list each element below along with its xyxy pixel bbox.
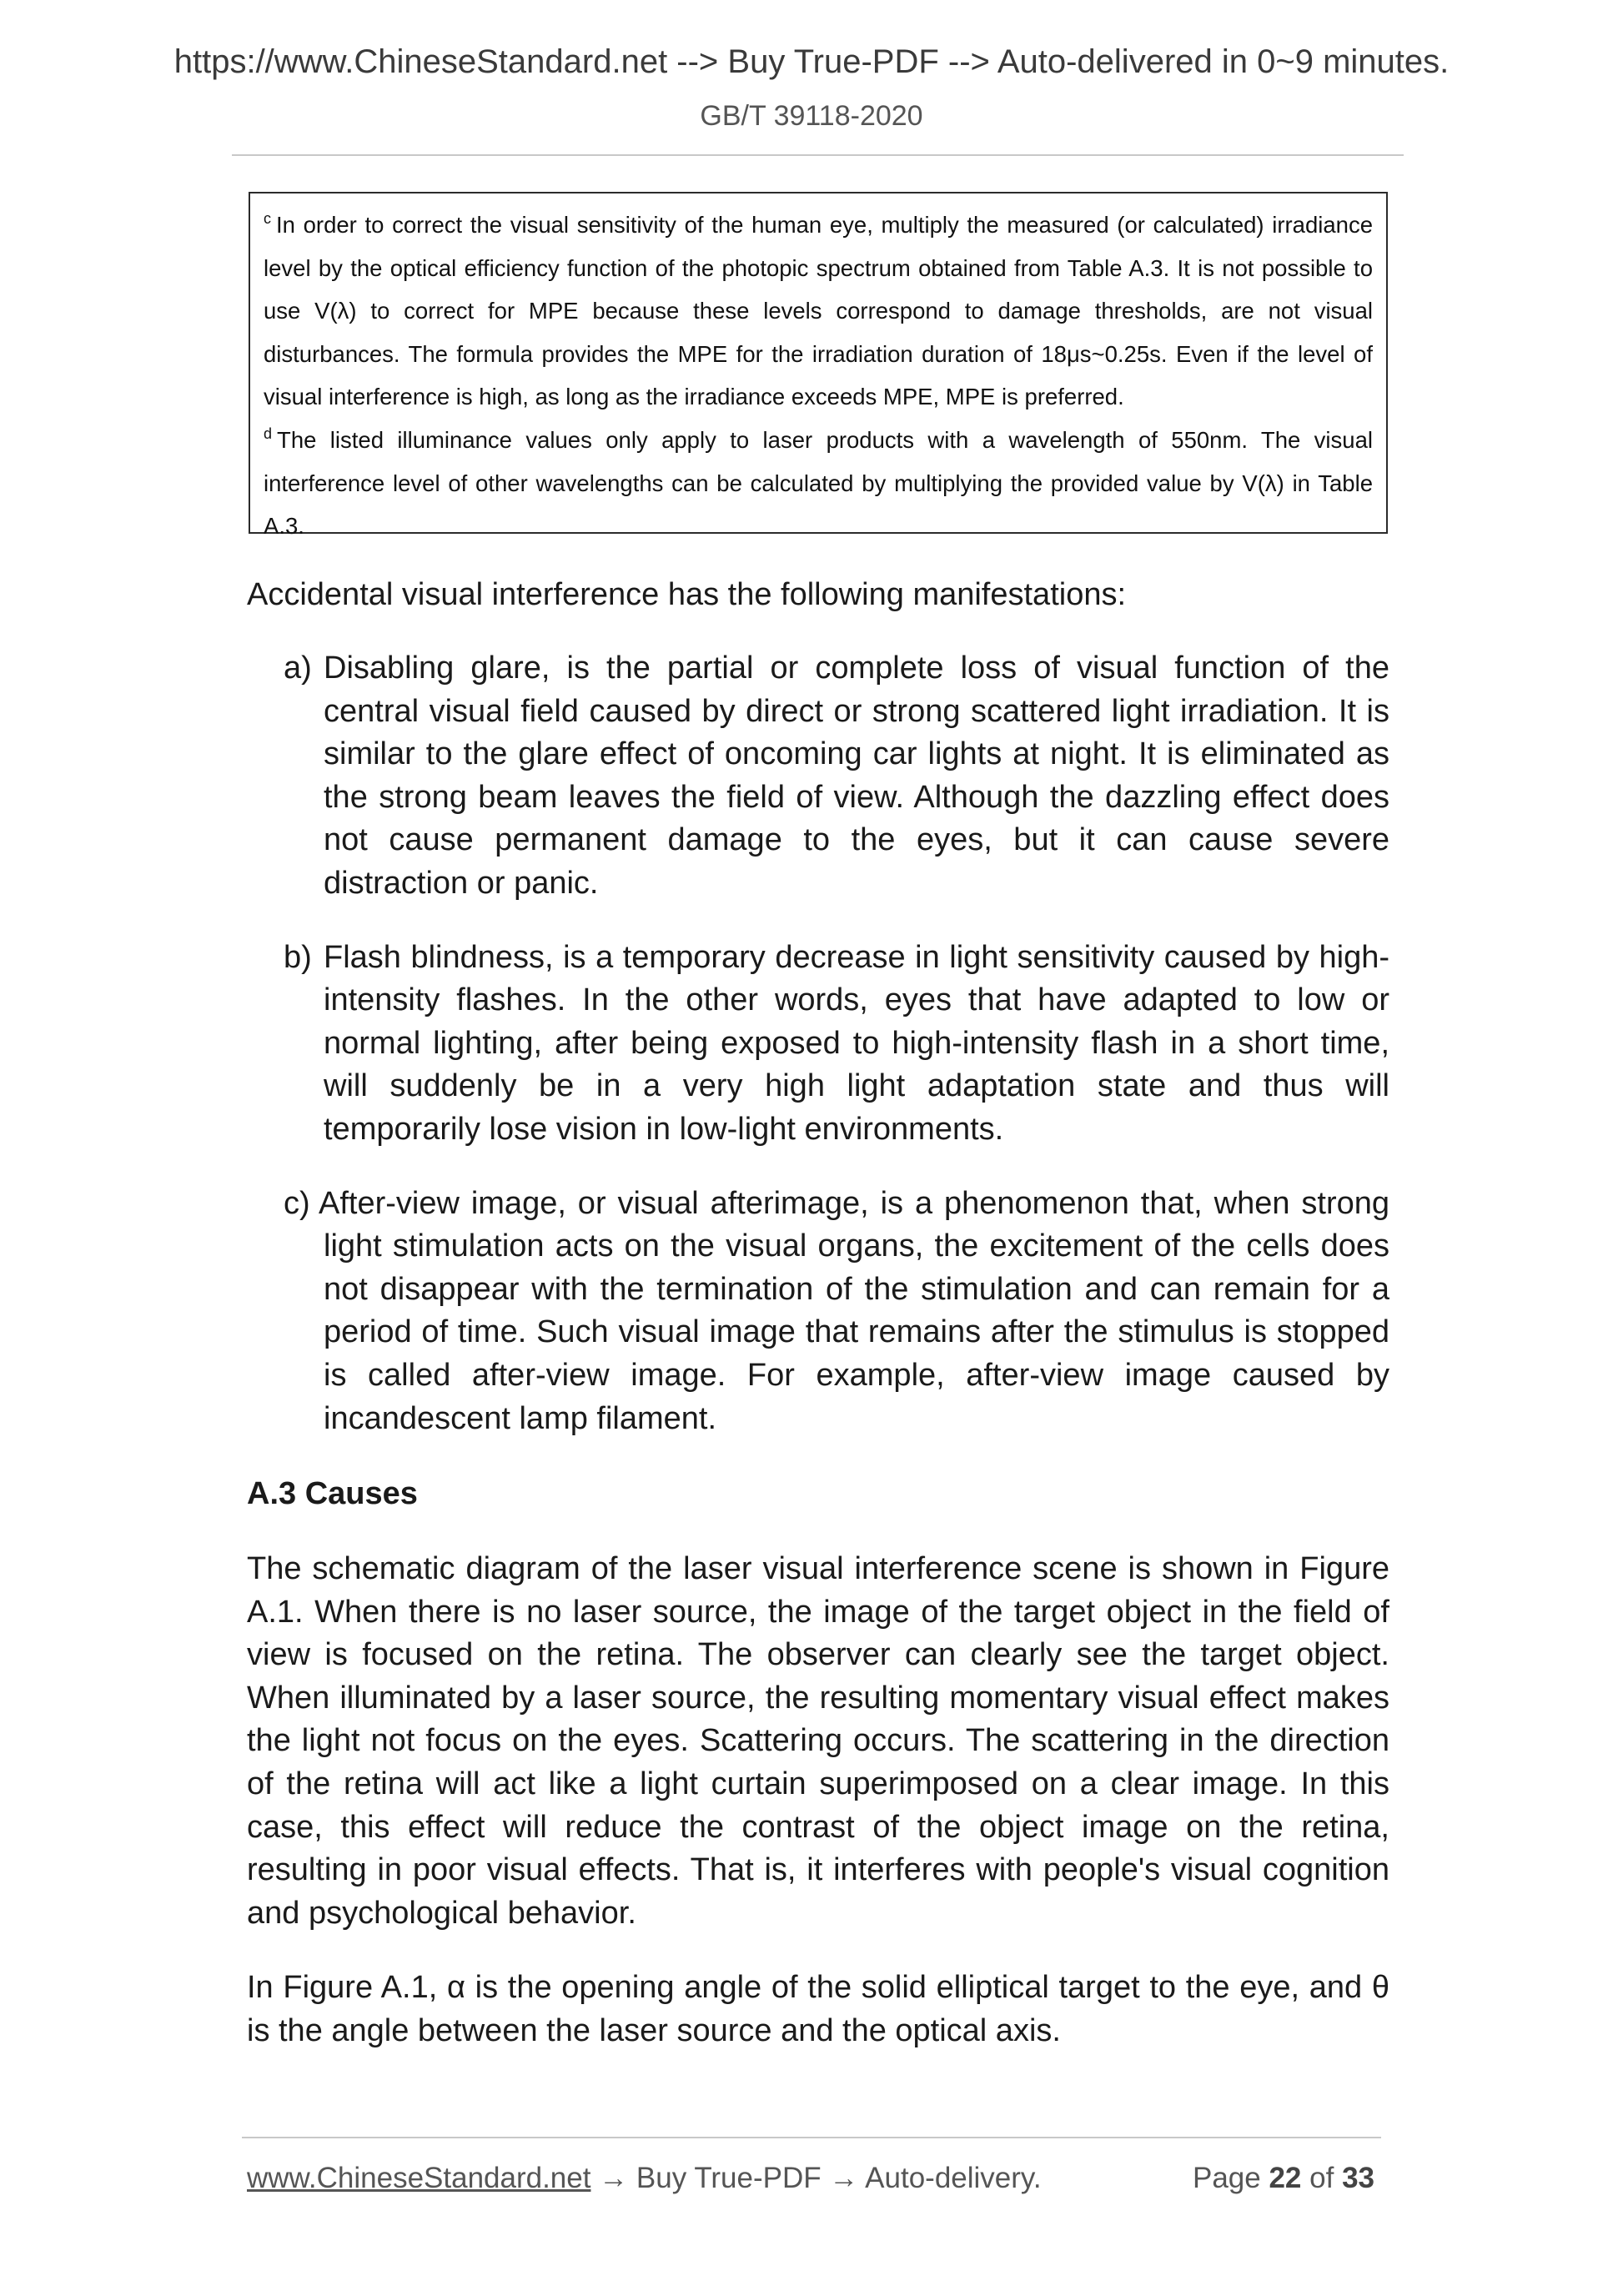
section-heading: A.3 Causes [247, 1476, 418, 1511]
header-url-banner: https://www.ChineseStandard.net --> Buy True-PDF --> Auto-delivered in 0~9 minutes. [173, 43, 1450, 80]
note-c [264, 203, 1373, 419]
page-number: 22 [1269, 2162, 1302, 2194]
list-item-text: Flash blindness, is a temporary decrease in light sensitivity caused by high-intensity flashes. In the other words, eyes that have adapted to low or normal lighting, after being exposed to high-intensity flash in a short time, will suddenly be in a very high light adaptation state and thus will temporarily lose vision in low-light environments. [324, 939, 1389, 1147]
header-divider [232, 154, 1404, 156]
list-item [284, 1183, 1389, 1441]
note-d-text: The listed illuminance values only apply to laser products with a wavelength of 550nm. The visual interference level of other wavelengths can be calculated by multiplying the provided value by V(λ) in Table A.3. [264, 426, 1373, 540]
intro-paragraph: Accidental visual interference has the following manifestations: [247, 577, 1127, 612]
list-item-marker: c) [284, 1185, 310, 1221]
causes-paragraph: The schematic diagram of the laser visual interference scene is shown in Figure A.1. When there is no laser source, the image of the target object in the field of view is focused on the retina. The observer can clearly see the target object. When illuminated by a laser source, the resulting momentary visual effect makes the light not focus on the eyes. Scattering occurs. The scattering in the direction of the retina will act like a light curtain superimposed on a clear image. In this case, this effect will reduce the contrast of the object image on the retina, resulting in poor visual effects. That is, it interferes with people's visual cognition and psychological behavior. [247, 1551, 1389, 1931]
table-notes-box [249, 192, 1388, 540]
page-total: 33 [1342, 2162, 1374, 2194]
manifestations-list [284, 647, 1389, 1471]
page-label: Page [1192, 2162, 1261, 2194]
figure-reference-paragraph: In Figure A.1, α is the opening angle of the solid elliptical target to the eye, and θ is the angle between the laser source and the optical axis. [247, 1970, 1389, 2048]
list-item-marker: a) [284, 651, 312, 686]
standard-code: GB/T 39118-2020 [700, 100, 923, 132]
page-indicator [1193, 2162, 1374, 2195]
note-d-marker: d [264, 425, 273, 442]
list-item-text: Disabling glare, is the partial or complete loss of visual function of the central visual field caused by direct or strong scattered light irradiation. It is similar to the glare effect of oncoming car lights at night. It is eliminated as the strong beam leaves the field of view. Although the dazzling effect does not cause permanent damage to the eyes, but it can cause severe distraction or panic. [324, 651, 1389, 901]
footer-divider [242, 2137, 1381, 2138]
list-item [284, 647, 1389, 906]
note-d [264, 419, 1373, 548]
of-label: of [1309, 2162, 1334, 2194]
list-item-marker: b) [284, 939, 312, 975]
note-c-marker: c [264, 210, 271, 227]
footer-site-link[interactable]: www.ChineseStandard.net [247, 2162, 591, 2194]
note-c-text: In order to correct the visual sensitivity of the human eye, multiply the measured (or calculated) irradiance level by the optical efficiency function of the photopic spectrum obtained from Table A.3. It is not possible to use V(λ) to correct for MPE because these levels correspond to damage thresholds, are not visual disturbances. The formula provides the MPE for the irradiation duration of 18μs~0.25s. Even if the level of visual interference is high, as long as the irradiance exceeds MPE, MPE is preferred. [264, 212, 1373, 410]
footer-delivery-text: → Buy True-PDF → Auto-delivery. [590, 2162, 1042, 2194]
footer-site [247, 2162, 1042, 2195]
list-item [284, 937, 1389, 1152]
list-item-text: After-view image, or visual afterimage, is a phenomenon that, when strong light stimulation acts on the visual organs, the excitement of the cells does not disappear with the termination of the stimulation and can remain for a period of time. Such visual image that remains after the stimulus is stopped is called after-view image. For example, after-view image caused by incandescent lamp filament. [319, 1185, 1389, 1436]
